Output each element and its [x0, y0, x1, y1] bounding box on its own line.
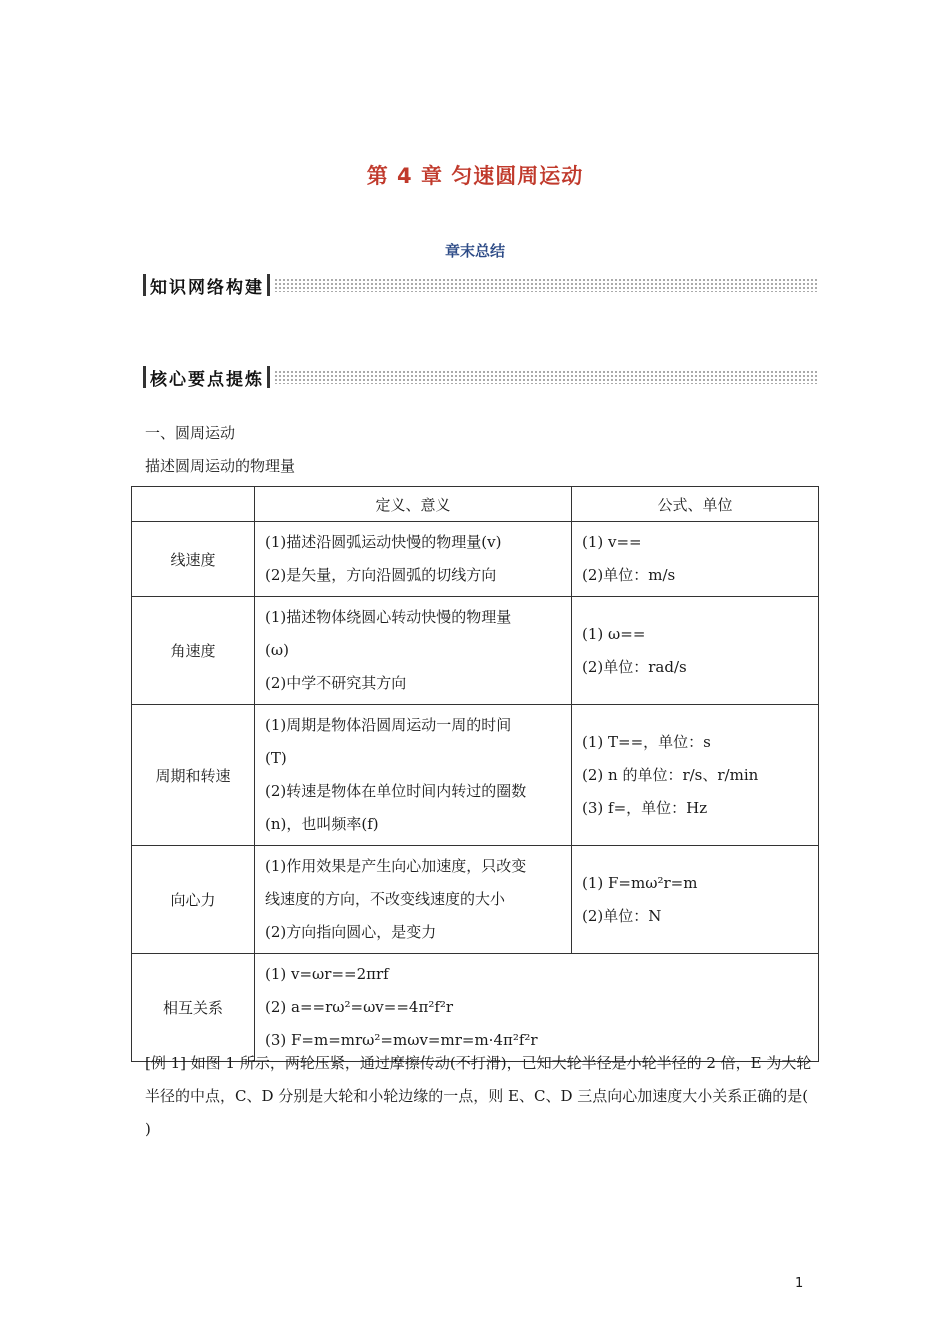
desc-line: 线速度的方向，不改变线速度的大小 [265, 890, 506, 908]
row-name: 角速度 [132, 597, 255, 705]
row-description [255, 522, 572, 597]
section-subtitle: 章末总结 [444, 242, 505, 260]
row-name: 线速度 [132, 522, 255, 597]
desc-line: (2)方向指向圆心，是变力 [265, 923, 437, 941]
row-name: 周期和转速 [132, 705, 255, 846]
row-description [255, 705, 572, 846]
header-cell: 定义、意义 [255, 487, 572, 522]
desc-line: (T) [265, 749, 287, 767]
section-bar-points [143, 364, 818, 390]
heading-circular-motion: 一、圆周运动 [145, 424, 236, 442]
table-row [132, 705, 819, 846]
header-cell: 公式、单位 [572, 487, 819, 522]
dotted-divider [274, 278, 818, 292]
formula-line: (1) F=mω²r=m [582, 873, 698, 892]
formula-line: (1) ω== [582, 624, 646, 643]
bar-tick [143, 366, 146, 388]
table-row [132, 846, 819, 954]
row-description [255, 597, 572, 705]
quantities-table [131, 486, 819, 1062]
row-description [255, 846, 572, 954]
bar-tick [267, 274, 270, 296]
row-formula [572, 705, 819, 846]
row-formula [572, 597, 819, 705]
table-row [132, 522, 819, 597]
formula-line: (1) T==，单位：s [582, 732, 711, 751]
row-formula [255, 954, 819, 1062]
chapter-title: 第 4 章 匀速圆周运动 [366, 164, 584, 188]
section-label: 知识网络构建 [150, 277, 264, 298]
bar-tick [143, 274, 146, 296]
example-1-text: [例 1] 如图 1 所示，两轮压紧，通过摩擦传动(不打滑)，已知大轮半径是小轮半径的 2 倍，E 为大轮半径的中点，C、D 分别是大轮和小轮边缘的一点，则 E、C、D 三点向心加速度大小关系正确的是( ) [145, 1054, 812, 1138]
desc-line: (2)转速是物体在单位时间内转过的圈数 [265, 782, 527, 800]
table-row [132, 954, 819, 1062]
desc-line: (1)描述物体绕圆心转动快慢的物理量 [265, 608, 512, 626]
desc-line: (1)周期是物体沿圆周运动一周的时间 [265, 716, 512, 734]
formula-line: (2)单位：rad/s [582, 657, 687, 676]
section-bar-network [143, 272, 818, 298]
formula-line: (1) v== [582, 533, 642, 551]
page-number: 1 [795, 1276, 804, 1291]
desc-line: (ω) [265, 641, 289, 659]
bar-tick [267, 366, 270, 388]
desc-line: (2)中学不研究其方向 [265, 674, 407, 692]
desc-line: (2)是矢量，方向沿圆弧的切线方向 [265, 566, 497, 584]
formula-line: (2) n 的单位：r/s、r/min [582, 765, 759, 784]
desc-line: (n)，也叫频率(f) [265, 815, 379, 833]
desc-line: (1)作用效果是产生向心加速度，只改变 [265, 857, 527, 875]
formula-line: (2)单位：N [582, 906, 662, 925]
row-name: 向心力 [132, 846, 255, 954]
formula-line: (2)单位：m/s [582, 566, 676, 584]
formula-line: (2) a==rω²=ωv==4π²f²r [265, 998, 454, 1016]
section-label: 核心要点提炼 [150, 369, 264, 390]
table-header-row [132, 487, 819, 522]
dotted-divider [274, 370, 818, 384]
heading-physical-quantities: 描述圆周运动的物理量 [145, 457, 296, 475]
table-row [132, 597, 819, 705]
row-formula [572, 846, 819, 954]
row-name: 相互关系 [132, 954, 255, 1062]
desc-line: (1)描述沿圆弧运动快慢的物理量(v) [265, 533, 502, 551]
formula-line: (3) F=m=mrω²=mωv=mr=m·4π²f²r [265, 1031, 538, 1049]
formula-line: (1) v=ωr==2πrf [265, 965, 389, 983]
header-cell [132, 487, 255, 522]
row-formula [572, 522, 819, 597]
formula-line: (3) f=，单位：Hz [582, 798, 708, 817]
